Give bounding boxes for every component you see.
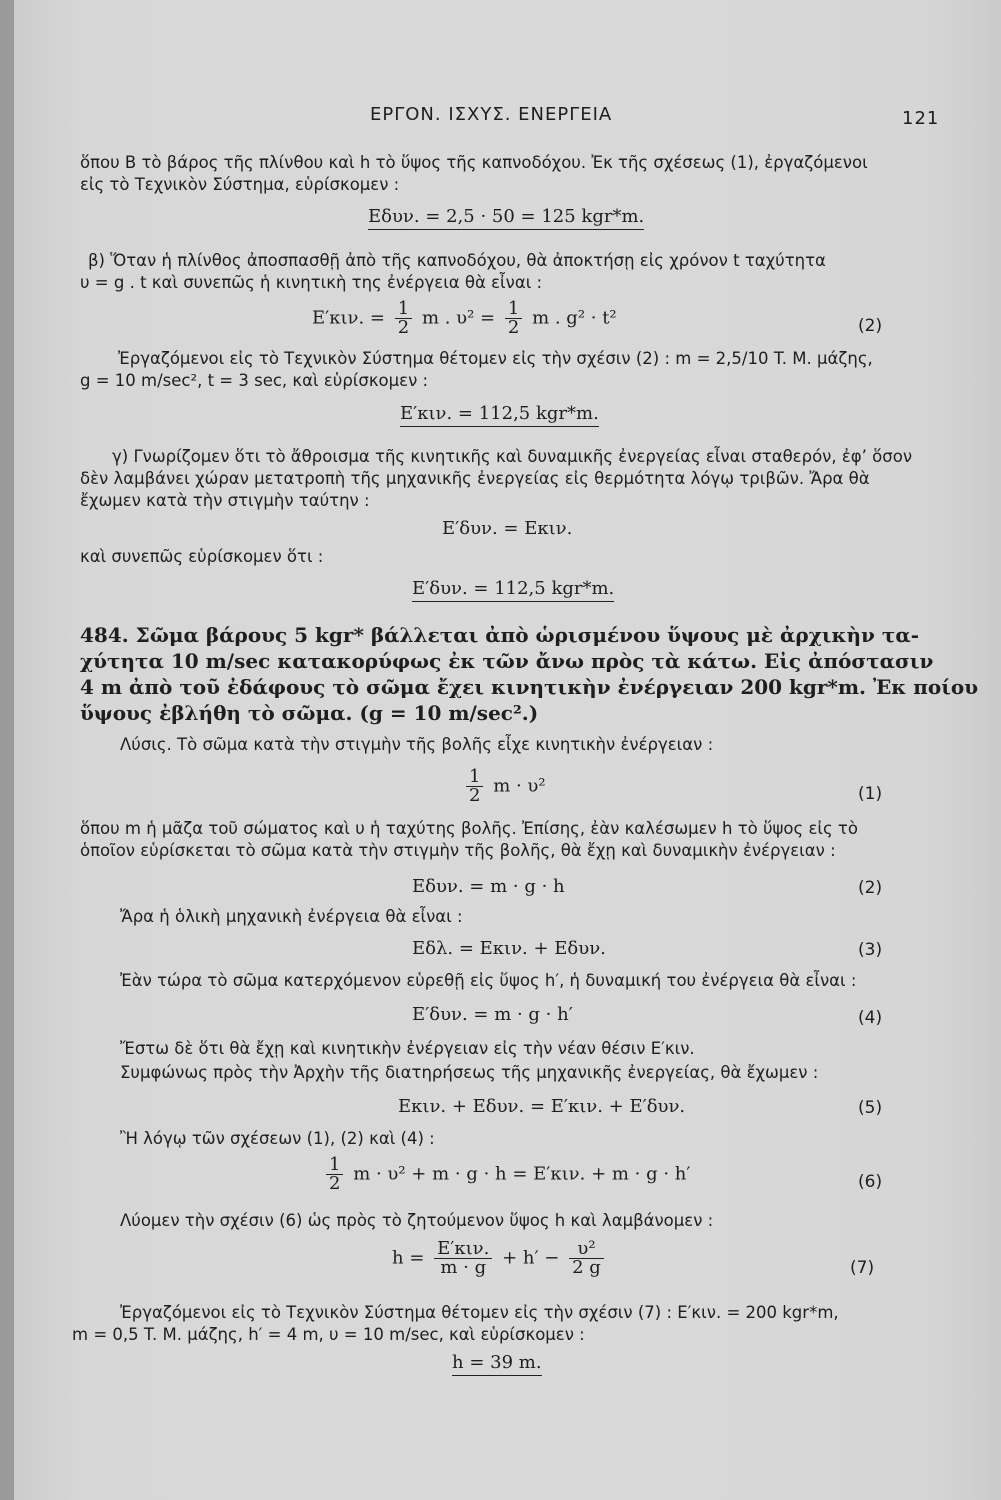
text-line: Ἔστω δὲ ὅτι θὰ ἔχῃ καὶ κινητικὴν ἐνέργειαν εἰς τὴν νέαν θέσιν E′κιν. — [120, 1039, 695, 1058]
text-line: Ἐὰν τώρα τὸ σῶμα κατερχόμενον εὑρεθῇ εἰς ὕψος h′, ἡ δυναμική του ἐνέργεια θὰ εἶναι : — [120, 971, 857, 990]
text-line: Ἢ λόγῳ τῶν σχέσεων (1), (2) καὶ (4) : — [120, 1129, 435, 1148]
text-line: γ) Γνωρίζομεν ὅτι τὸ ἄθροισμα τῆς κινητικῆς καὶ δυναμικῆς ἐνεργείας εἶναι σταθερόν, ἐφ’ ὅσον — [112, 447, 913, 466]
equation-number: (1) — [858, 784, 883, 804]
eq-lhs: E′κιν. = — [312, 307, 386, 329]
text-line: εἰς τὸ Τεχνικὸν Σύστημα, εὑρίσκομεν : — [80, 175, 400, 194]
fraction: $\frac{\text{υ²}}{2 g}$ — [569, 1240, 604, 1277]
text-line: β) Ὅταν ἡ πλίνθος ἀποσπασθῇ ἀπὸ τῆς καπνοδόχου, θὰ ἀποκτήσῃ εἰς χρόνον t ταχύτητα — [88, 251, 826, 270]
problem-line: 4 m ἀπὸ τοῦ ἐδάφους τὸ σῶμα ἔχει κινητικὴν ἐνέργειαν 200 kgr*m. Ἐκ ποίου — [80, 675, 979, 699]
page-number: 121 — [902, 108, 940, 129]
text-line: καὶ συνεπῶς εὑρίσκομεν ὅτι : — [80, 547, 324, 566]
fraction: $\frac{1}{2}$ — [505, 300, 522, 337]
text-line: m = 0,5 T. M. μάζης, h′ = 4 m, υ = 10 m/sec, καὶ εὑρίσκομεν : — [72, 1325, 585, 1344]
problem-line: 484. Σῶμα βάρους 5 kgr* βάλλεται ἀπὸ ὡρισμένου ὕψους μὲ ἀρχικὴν τα- — [80, 623, 920, 647]
equation-kinetic — [312, 300, 617, 337]
equation-number: (6) — [858, 1172, 883, 1192]
eq-rhs: m . g² · t² — [532, 307, 617, 329]
equation-2: Eδυν. = m · g · h — [412, 876, 565, 897]
equation-4: E′δυν. = m · g · h′ — [412, 1004, 573, 1025]
equation-result: Eδυν. = 2,5 · 50 = 125 kgr*m. — [368, 206, 644, 230]
eq-body: m · υ² — [493, 775, 546, 797]
page-binding-edge — [0, 0, 14, 1500]
equation: E′δυν. = Eκιν. — [442, 518, 573, 539]
text-line: Ἄρα ἡ ὁλικὴ μηχανικὴ ἐνέργεια θὰ εἶναι : — [120, 907, 463, 926]
text-line: ὅπου B τὸ βάρος τῆς πλίνθου καὶ h τὸ ὕψος τῆς καπνοδόχου. Ἐκ τῆς σχέσεως (1), ἐργαζόμενοι — [80, 153, 868, 172]
fraction: $\frac{1}{2}$ — [326, 1156, 343, 1193]
fraction: $\frac{1}{2}$ — [395, 300, 412, 337]
equation-3: Eδλ. = Eκιν. + Eδυν. — [412, 938, 606, 959]
text-line: ἔχωμεν κατὰ τὴν στιγμὴν ταύτην : — [80, 491, 370, 510]
equation-7 — [392, 1240, 608, 1277]
text-line: δὲν λαμβάνει χώραν μετατροπὴ τῆς μηχανικῆς ἐνεργείας εἰς θερμότητα λόγῳ τριβῶν. Ἄρα θὰ — [80, 469, 870, 488]
equation-number: (7) — [850, 1258, 875, 1278]
equation-result: E′κιν. = 112,5 kgr*m. — [400, 403, 599, 427]
text-line: Λύσις. Τὸ σῶμα κατὰ τὴν στιγμὴν τῆς βολῆς εἶχε κινητικὴν ἐνέργειαν : — [120, 735, 714, 754]
text-line: Λύομεν τὴν σχέσιν (6) ὡς πρὸς τὸ ζητούμενον ὕψος h καὶ λαμβάνομεν : — [120, 1211, 714, 1230]
equation-number: (5) — [858, 1098, 883, 1118]
problem-line: χύτητα 10 m/sec κατακορύφως ἐκ τῶν ἄνω πρὸς τὰ κάτω. Εἰς ἀπόστασιν — [80, 649, 934, 673]
equation-result: E′δυν. = 112,5 kgr*m. — [412, 578, 614, 602]
running-header: ΕΡΓΟΝ. ΙΣΧΥΣ. ΕΝΕΡΓΕΙΑ — [370, 104, 613, 125]
equation-5: Eκιν. + Eδυν. = E′κιν. + E′δυν. — [398, 1096, 686, 1117]
equation-number: (2) — [858, 316, 883, 336]
text-line: Συμφώνως πρὸς τὴν Ἀρχὴν τῆς διατηρήσεως τῆς μηχανικῆς ἐνεργείας, θὰ ἔχωμεν : — [120, 1063, 819, 1082]
text-line: ὅπου m ἡ μᾶζα τοῦ σώματος καὶ υ ἡ ταχύτης βολῆς. Ἐπίσης, ἐὰν καλέσωμεν h τὸ ὕψος εἰς τὸ — [80, 819, 858, 838]
text-line: ὁποῖον εὑρίσκεται τὸ σῶμα κατὰ τὴν στιγμὴν τῆς βολῆς, θὰ ἔχῃ καὶ δυναμικὴν ἐνέργειαν : — [80, 841, 836, 860]
text-line: υ = g . t καὶ συνεπῶς ἡ κινητικὴ της ἐνέργεια θὰ εἶναι : — [80, 273, 543, 292]
problem-line: ὕψους ἐβλήθη τὸ σῶμα. (g = 10 m/sec².) — [80, 701, 539, 725]
fraction: $\frac{1}{2}$ — [466, 768, 483, 805]
eq-lhs: h = — [392, 1247, 425, 1269]
eq-mid: m . υ² = — [421, 307, 496, 329]
eq-body: m · υ² + m · g · h = E′κιν. + m · g · h′ — [353, 1163, 691, 1185]
final-result: h = 39 m. — [452, 1352, 542, 1376]
equation-6 — [322, 1156, 690, 1193]
equation-number: (3) — [858, 940, 883, 960]
text-line: Ἐργαζόμενοι εἰς τὸ Τεχνικὸν Σύστημα θέτομεν εἰς τὴν σχέσιν (7) : E′κιν. = 200 kgr*m, — [120, 1303, 839, 1322]
eq-mid: + h′ − — [502, 1247, 560, 1269]
equation-number: (2) — [858, 878, 883, 898]
equation-1 — [462, 768, 546, 805]
text-line: g = 10 m/sec², t = 3 sec, καὶ εὑρίσκομεν : — [80, 371, 429, 390]
text-line: Ἐργαζόμενοι εἰς τὸ Τεχνικὸν Σύστημα θέτομεν εἰς τὴν σχέσιν (2) : m = 2,5/10 T. M. μάζης, — [118, 349, 873, 368]
equation-number: (4) — [858, 1008, 883, 1028]
fraction: $\frac{\text{E′κιν.}}{m \cdot g}$ — [434, 1240, 492, 1277]
